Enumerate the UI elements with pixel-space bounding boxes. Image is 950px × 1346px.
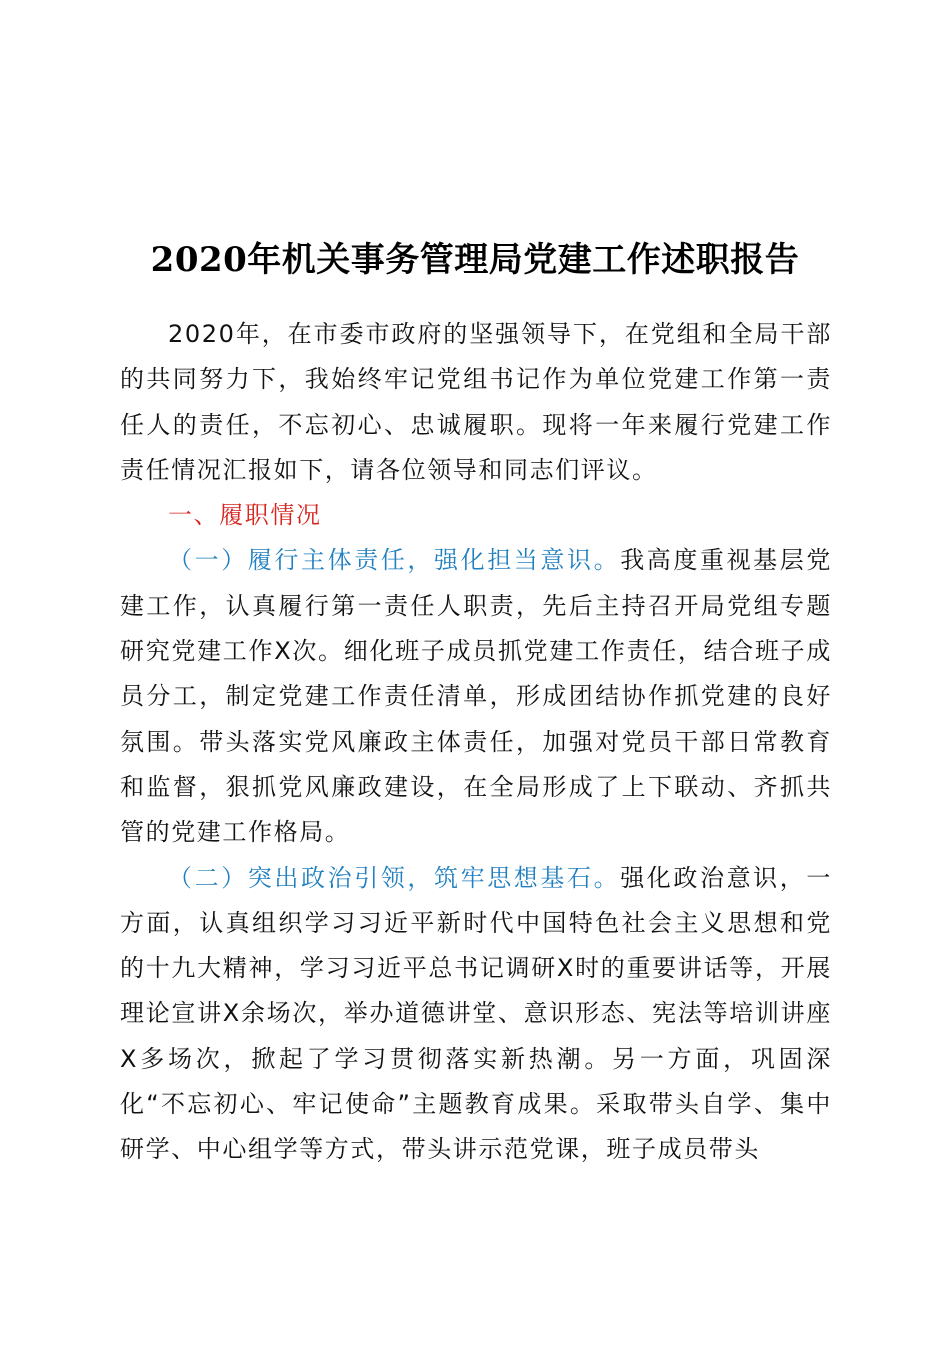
intro-paragraph: 2020年，在市委市政府的坚强领导下，在党组和全局干部的共同努力下，我始终牢记党组书记作为单位党建工作第一责任人的责任，不忘初心、忠诚履职。现将一年来履行党建工作责任情况汇报如下，请各位领导和同志们评议。 [120,320,832,484]
item1-heading: （一）履行主体责任，强化担当意识。 [168,546,621,575]
item1-body: 我高度重视基层党建工作，认真履行第一责任人职责，先后主持召开局党组专题研究党建工作X次。细化班子成员抓党建工作责任，结合班子成员分工，制定党建工作责任清单，形成团结协作抓党建的良好氛围。带头落实党风廉政主体责任，加强对党员干部日常教育和监督，狠抓党风廉政建设，在全局形成了上下联动、齐抓共管的党建工作格局。 [120,546,832,847]
document-title: 2020年机关事务管理局党建工作述职报告 [150,240,800,280]
item1-paragraph [120,538,832,855]
item2-heading: （二）突出政治引领，筑牢思想基石。 [168,863,621,892]
section-heading: 一、履职情况 [168,501,322,530]
item2-paragraph [120,856,832,1173]
item2-body: 强化政治意识，一方面，认真组织学习习近平新时代中国特色社会主义思想和党的十九大精神，学习习近平总书记调研X时的重要讲话等，开展理论宣讲X余场次，举办道德讲堂、意识形态、宪法等培训讲座X多场次，掀起了学习贯彻落实新热潮。另一方面，巩固深化“不忘初心、牢记使命”主题教育成果。采取带头自学、集中研学、中心组学等方式，带头讲示范党课，班子成员带头 [120,863,832,1164]
document-body [120,312,832,1173]
